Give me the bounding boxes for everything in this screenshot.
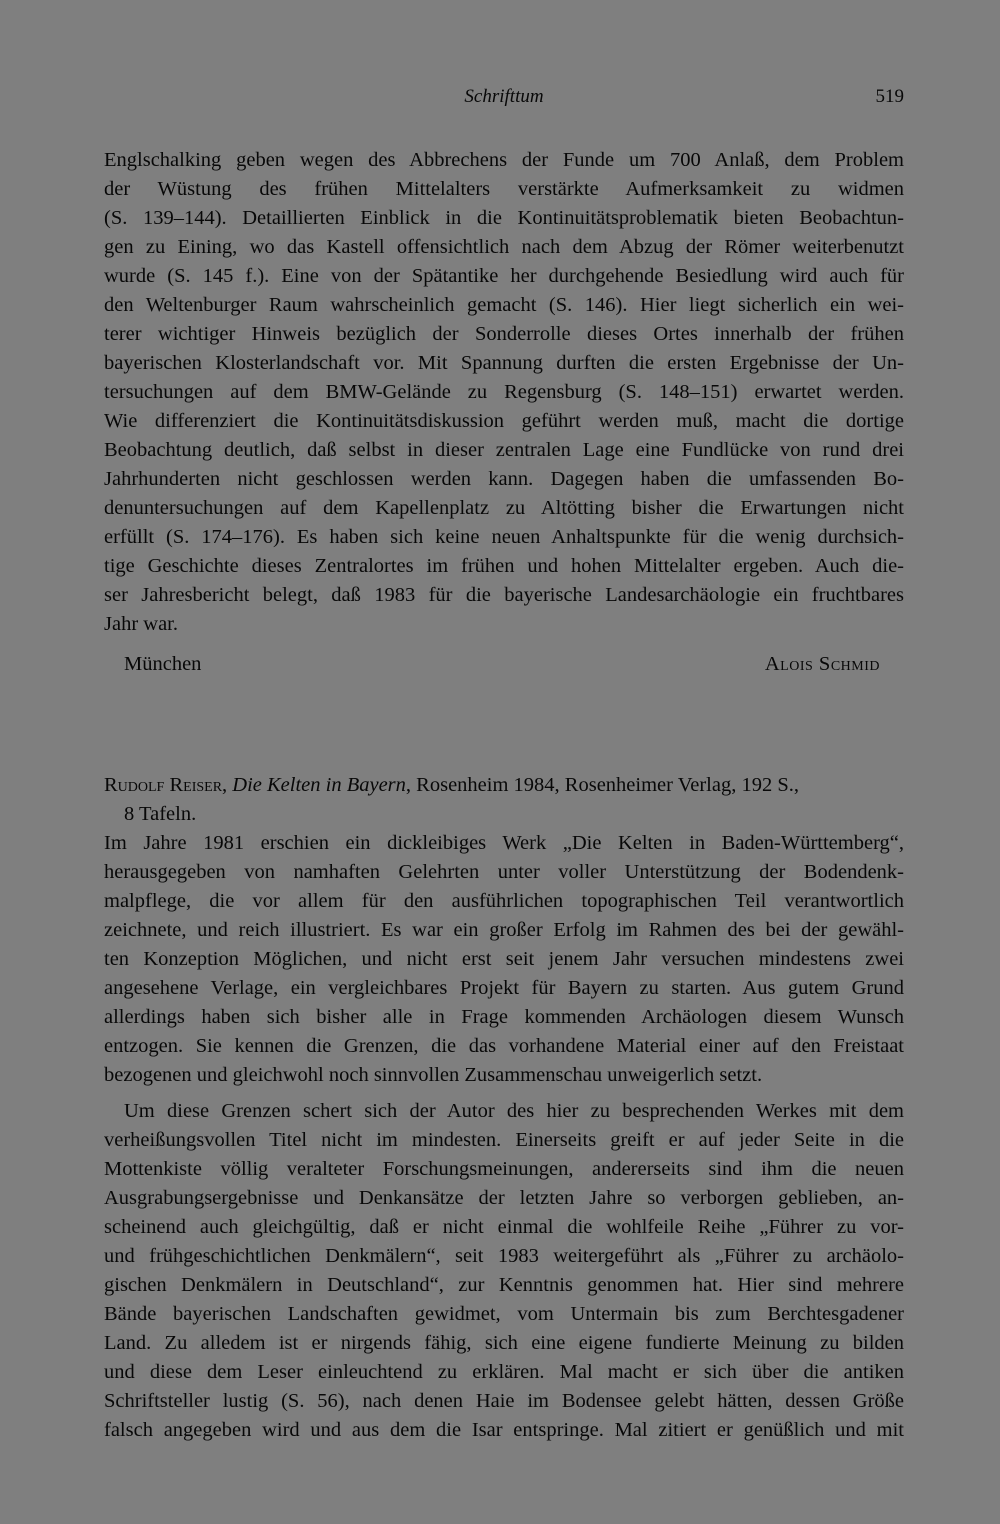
body-line: gischen Denkmälern in Deutschland“, zur Kenntnis genommen hat. Hier sind mehrere: [104, 1274, 904, 1296]
body-line: Jahrhunderten nicht geschlossen werden kann. Dagegen haben die umfassenden Bo-: [104, 468, 904, 490]
body-line: wurde (S. 145 f.). Eine von der Spätantike her durchgehende Besiedlung wird auch für: [104, 265, 904, 287]
body-line: zeichnete, und reich illustriert. Es war ein großer Erfolg im Rahmen des bei der gewähl-: [104, 919, 904, 941]
body-line: der Wüstung des frühen Mittelalters verstärkte Aufmerksamkeit zu widmen: [104, 178, 904, 200]
body-line: Land. Zu alledem ist er nirgends fähig, sich eine eigene fundierte Meinung zu bilden: [104, 1332, 904, 1354]
body-line: terer wichtiger Hinweis bezüglich der Sonderrolle dieses Ortes innerhalb der frühen: [104, 323, 904, 345]
running-head: Schrifttum: [464, 86, 544, 107]
body-line: Beobachtung deutlich, daß selbst in dieser zentralen Lage eine Fundlücke von rund drei: [104, 439, 904, 461]
body-line: und diese dem Leser einleuchtend zu erklären. Mal macht er sich über die antiken: [104, 1361, 904, 1383]
body-line: (S. 139–144). Detaillierten Einblick in die Kontinuitätsproblematik bieten Beobachtun-: [104, 207, 904, 229]
body-line: herausgegeben von namhaften Gelehrten unter voller Unterstützung der Bodendenk-: [104, 861, 904, 883]
body-line: Englschalking geben wegen des Abbrechens der Funde um 700 Anlaß, dem Problem: [104, 149, 904, 171]
body-line: tersuchungen auf dem BMW-Gelände zu Regensburg (S. 148–151) erwartet werden.: [104, 381, 904, 403]
body-line: falsch angegeben wird und aus dem die Isar entspringe. Mal zitiert er genüßlich und mit: [104, 1419, 904, 1441]
page-number: 519: [875, 86, 904, 107]
body-line: Jahr war.: [104, 613, 179, 635]
body-line: Mottenkiste völlig veralteter Forschungsmeinungen, andererseits sind ihm die neuen: [104, 1158, 904, 1180]
body-line: angesehene Verlage, ein vergleichbares Projekt für Bayern zu starten. Aus gutem Grund: [104, 977, 904, 999]
body-line: Wie differenziert die Kontinuitätsdiskussion geführt werden muß, macht die dortige: [104, 410, 904, 432]
body-line: Im Jahre 1981 erschien ein dickleibiges Werk „Die Kelten in Baden-Württemberg“,: [104, 832, 904, 854]
citation-line-2: 8 Tafeln.: [124, 803, 197, 825]
body-line: malpflege, die vor allem für den ausführlichen topographischen Teil verantwortlich: [104, 890, 904, 912]
body-line: und frühgeschichtlichen Denkmälern“, seit 1983 weitergeführt als „Führer zu archäolo-: [104, 1245, 904, 1267]
body-line: denuntersuchungen auf dem Kapellenplatz zu Altötting bisher die Erwartungen nicht: [104, 497, 904, 519]
body-line: gen zu Eining, wo das Kastell offensichtlich nach dem Abzug der Römer weiterbenutzt: [104, 236, 904, 258]
citation-details: , Rosenheim 1984, Rosenheimer Verlag, 192 S.,: [405, 774, 799, 796]
citation-title: Die Kelten in Bayern: [232, 774, 406, 796]
body-line: tige Geschichte dieses Zentralortes im frühen und hohen Mittelalter ergeben. Auch die-: [104, 555, 904, 577]
body-line: Bände bayerischen Landschaften gewidmet, vom Untermain bis zum Berchtesgadener: [104, 1303, 904, 1325]
body-line: ten Konzeption Möglichen, und nicht erst seit jenem Jahr versuchen mindestens zwei: [104, 948, 904, 970]
body-line: Schriftsteller lustig (S. 56), nach denen Haie im Bodensee gelebt hätten, dessen Größe: [104, 1390, 904, 1412]
body-line: ser Jahresbericht belegt, daß 1983 für die bayerische Landesarchäologie ein fruchtbares: [104, 584, 904, 606]
body-line: erfüllt (S. 174–176). Es haben sich keine neuen Anhaltspunkte für die wenig durchsich-: [104, 526, 904, 548]
citation-line: [104, 771, 904, 800]
body-line: Ausgrabungsergebnisse und Denkansätze der letzten Jahre so verborgen geblieben, an-: [104, 1187, 904, 1209]
signoff-place: München: [124, 653, 202, 675]
review-signoff: [124, 650, 880, 679]
page-header: [104, 86, 904, 112]
citation-author: Rudolf Reiser: [104, 774, 223, 796]
body-line: verheißungsvollen Titel nicht im mindesten. Einerseits greift er auf jeder Seite in die: [104, 1129, 904, 1151]
reviewer-name: Alois Schmid: [764, 653, 880, 675]
citation-separator: ,: [222, 774, 233, 796]
body-line: bayerischen Klosterlandschaft vor. Mit Spannung durften die ersten Ergebnisse der Un-: [104, 352, 904, 374]
body-line: den Weltenburger Raum wahrscheinlich gemacht (S. 146). Hier liegt sicherlich ein wei-: [104, 294, 904, 316]
body-line: entzogen. Sie kennen die Grenzen, die das vorhandene Material einer auf den Freistaat: [104, 1035, 904, 1057]
body-line: bezogenen und gleichwohl noch sinnvollen Zusammenschau unweigerlich setzt.: [104, 1064, 763, 1086]
body-line: Um diese Grenzen schert sich der Autor des hier zu besprechenden Werkes mit dem: [124, 1100, 904, 1122]
body-line: scheinend auch gleichgültig, daß er nicht einmal die wohlfeile Reihe „Führer zu vor-: [104, 1216, 904, 1238]
body-line: allerdings haben sich bisher alle in Frage kommenden Archäologen diesem Wunsch: [104, 1006, 904, 1028]
